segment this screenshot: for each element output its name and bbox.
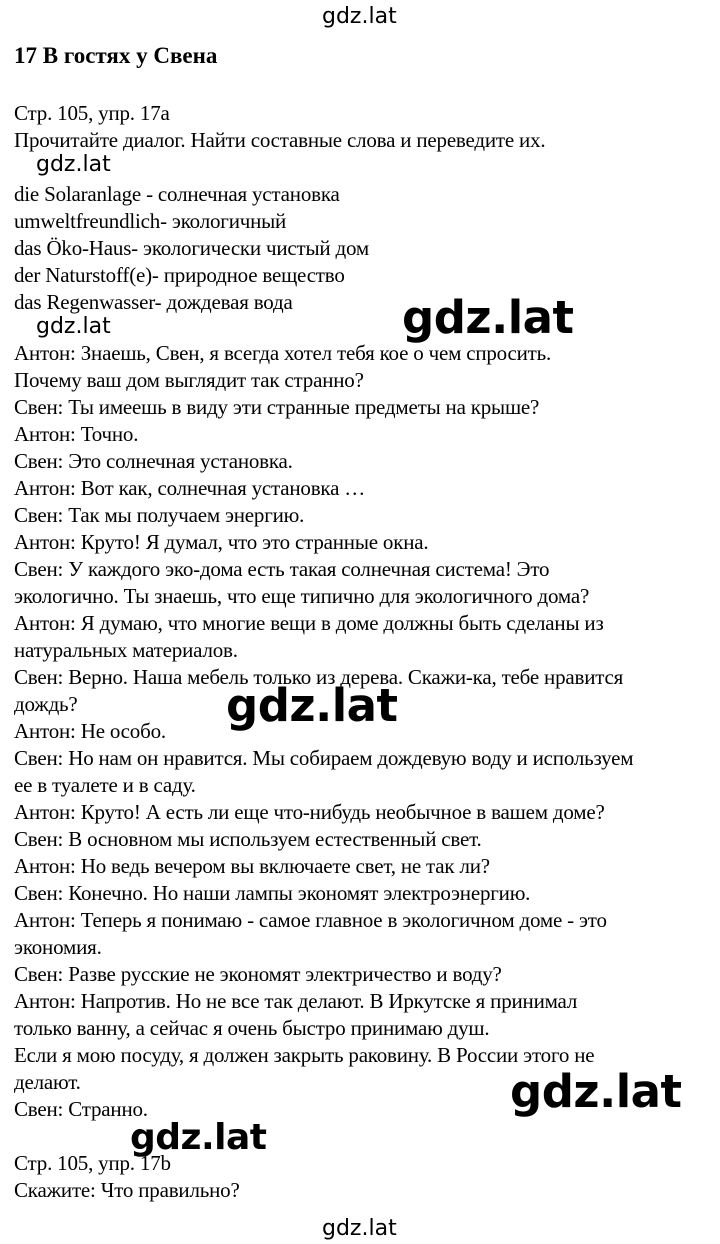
dialog-line: Свен: Странно.: [14, 1097, 148, 1121]
dialog-line: ее в туалете и в саду.: [14, 773, 196, 797]
dialog-line: Свен: В основном мы используем естественный свет.: [14, 827, 482, 851]
dialog-line: дождь?: [14, 692, 78, 716]
dialog-line: Свен: Но нам он нравится. Мы собираем дождевую воду и используем: [14, 746, 634, 770]
dialog-line: экологично. Ты знаешь, что еще типично для экологичного дома?: [14, 584, 590, 608]
dialog-line: Почему ваш дом выглядит так странно?: [14, 368, 364, 392]
dialog-line: Свен: Верно. Наша мебель только из дерева. Скажи-ка, тебе нравится: [14, 665, 624, 689]
page-title: 17 В гостях у Свена: [14, 43, 218, 68]
vocab-item: das Regenwasser- дождевая вода: [14, 290, 293, 314]
vocab-item: die Solaranlage - солнечная установка: [14, 182, 340, 206]
watermark-large: gdz.lat: [510, 1065, 682, 1118]
exercise-task: Прочитайте диалог. Найти составные слова и переведите их.: [14, 128, 546, 152]
dialog-line: натуральных материалов.: [14, 638, 238, 662]
dialog-line: Свен: Разве русские не экономят электричество и воду?: [14, 962, 502, 986]
dialog-line: Антон: Знаешь, Свен, я всегда хотел тебя кое о чем спросить.: [14, 341, 552, 365]
dialog-line: делают.: [14, 1070, 81, 1094]
dialog-line: Свен: Это солнечная установка.: [14, 449, 293, 473]
dialog-line: Антон: Точно.: [14, 422, 139, 446]
dialog-line: Свен: Ты имеешь в виду эти странные предметы на крыше?: [14, 395, 540, 419]
dialog-line: только ванну, а сейчас я очень быстро принимаю душ.: [14, 1016, 490, 1040]
dialog-line: Свен: У каждого эко-дома есть такая солнечная система! Это: [14, 557, 550, 581]
watermark: gdz.lat: [322, 4, 397, 29]
dialog-line: Антон: Круто! Я думал, что это странные окна.: [14, 530, 429, 554]
dialog-line: Антон: Вот как, солнечная установка …: [14, 476, 366, 500]
watermark-large: gdz.lat: [402, 291, 574, 344]
watermark: gdz.lat: [36, 152, 111, 177]
vocab-item: das Öko-Haus- экологически чистый дом: [14, 236, 369, 260]
dialog-line: экономия.: [14, 935, 102, 959]
watermark: gdz.lat: [36, 314, 111, 339]
dialog-line: Антон: Напротив. Но не все так делают. В Иркутске я принимал: [14, 989, 578, 1013]
dialog-line: Антон: Я думаю, что многие вещи в доме должны быть сделаны из: [14, 611, 604, 635]
dialog-line: Антон: Не особо.: [14, 719, 166, 743]
watermark: gdz.lat: [322, 1216, 397, 1241]
dialog-line: Свен: Конечно. Но наши лампы экономят электроэнергию.: [14, 881, 531, 905]
vocab-item: der Naturstoff(e)- природное вещество: [14, 263, 345, 287]
dialog-line: Антон: Но ведь вечером вы включаете свет, не так ли?: [14, 854, 490, 878]
dialog-line: Если я мою посуду, я должен закрыть раковину. В России этого не: [14, 1043, 595, 1067]
exercise-task: Скажите: Что правильно?: [14, 1178, 240, 1202]
exercise-ref: Стр. 105, упр. 17b: [14, 1151, 171, 1175]
exercise-ref: Стр. 105, упр. 17a: [14, 101, 170, 125]
watermark-large: gdz.lat: [226, 679, 398, 732]
vocab-item: umweltfreundlich- экологичный: [14, 209, 287, 233]
dialog-line: Свен: Так мы получаем энергию.: [14, 503, 305, 527]
dialog-line: Антон: Теперь я понимаю - самое главное в экологичном доме - это: [14, 908, 607, 932]
watermark-large: gdz.lat: [130, 1117, 267, 1158]
dialog-line: Антон: Круто! А есть ли еще что-нибудь необычное в вашем доме?: [14, 800, 605, 824]
